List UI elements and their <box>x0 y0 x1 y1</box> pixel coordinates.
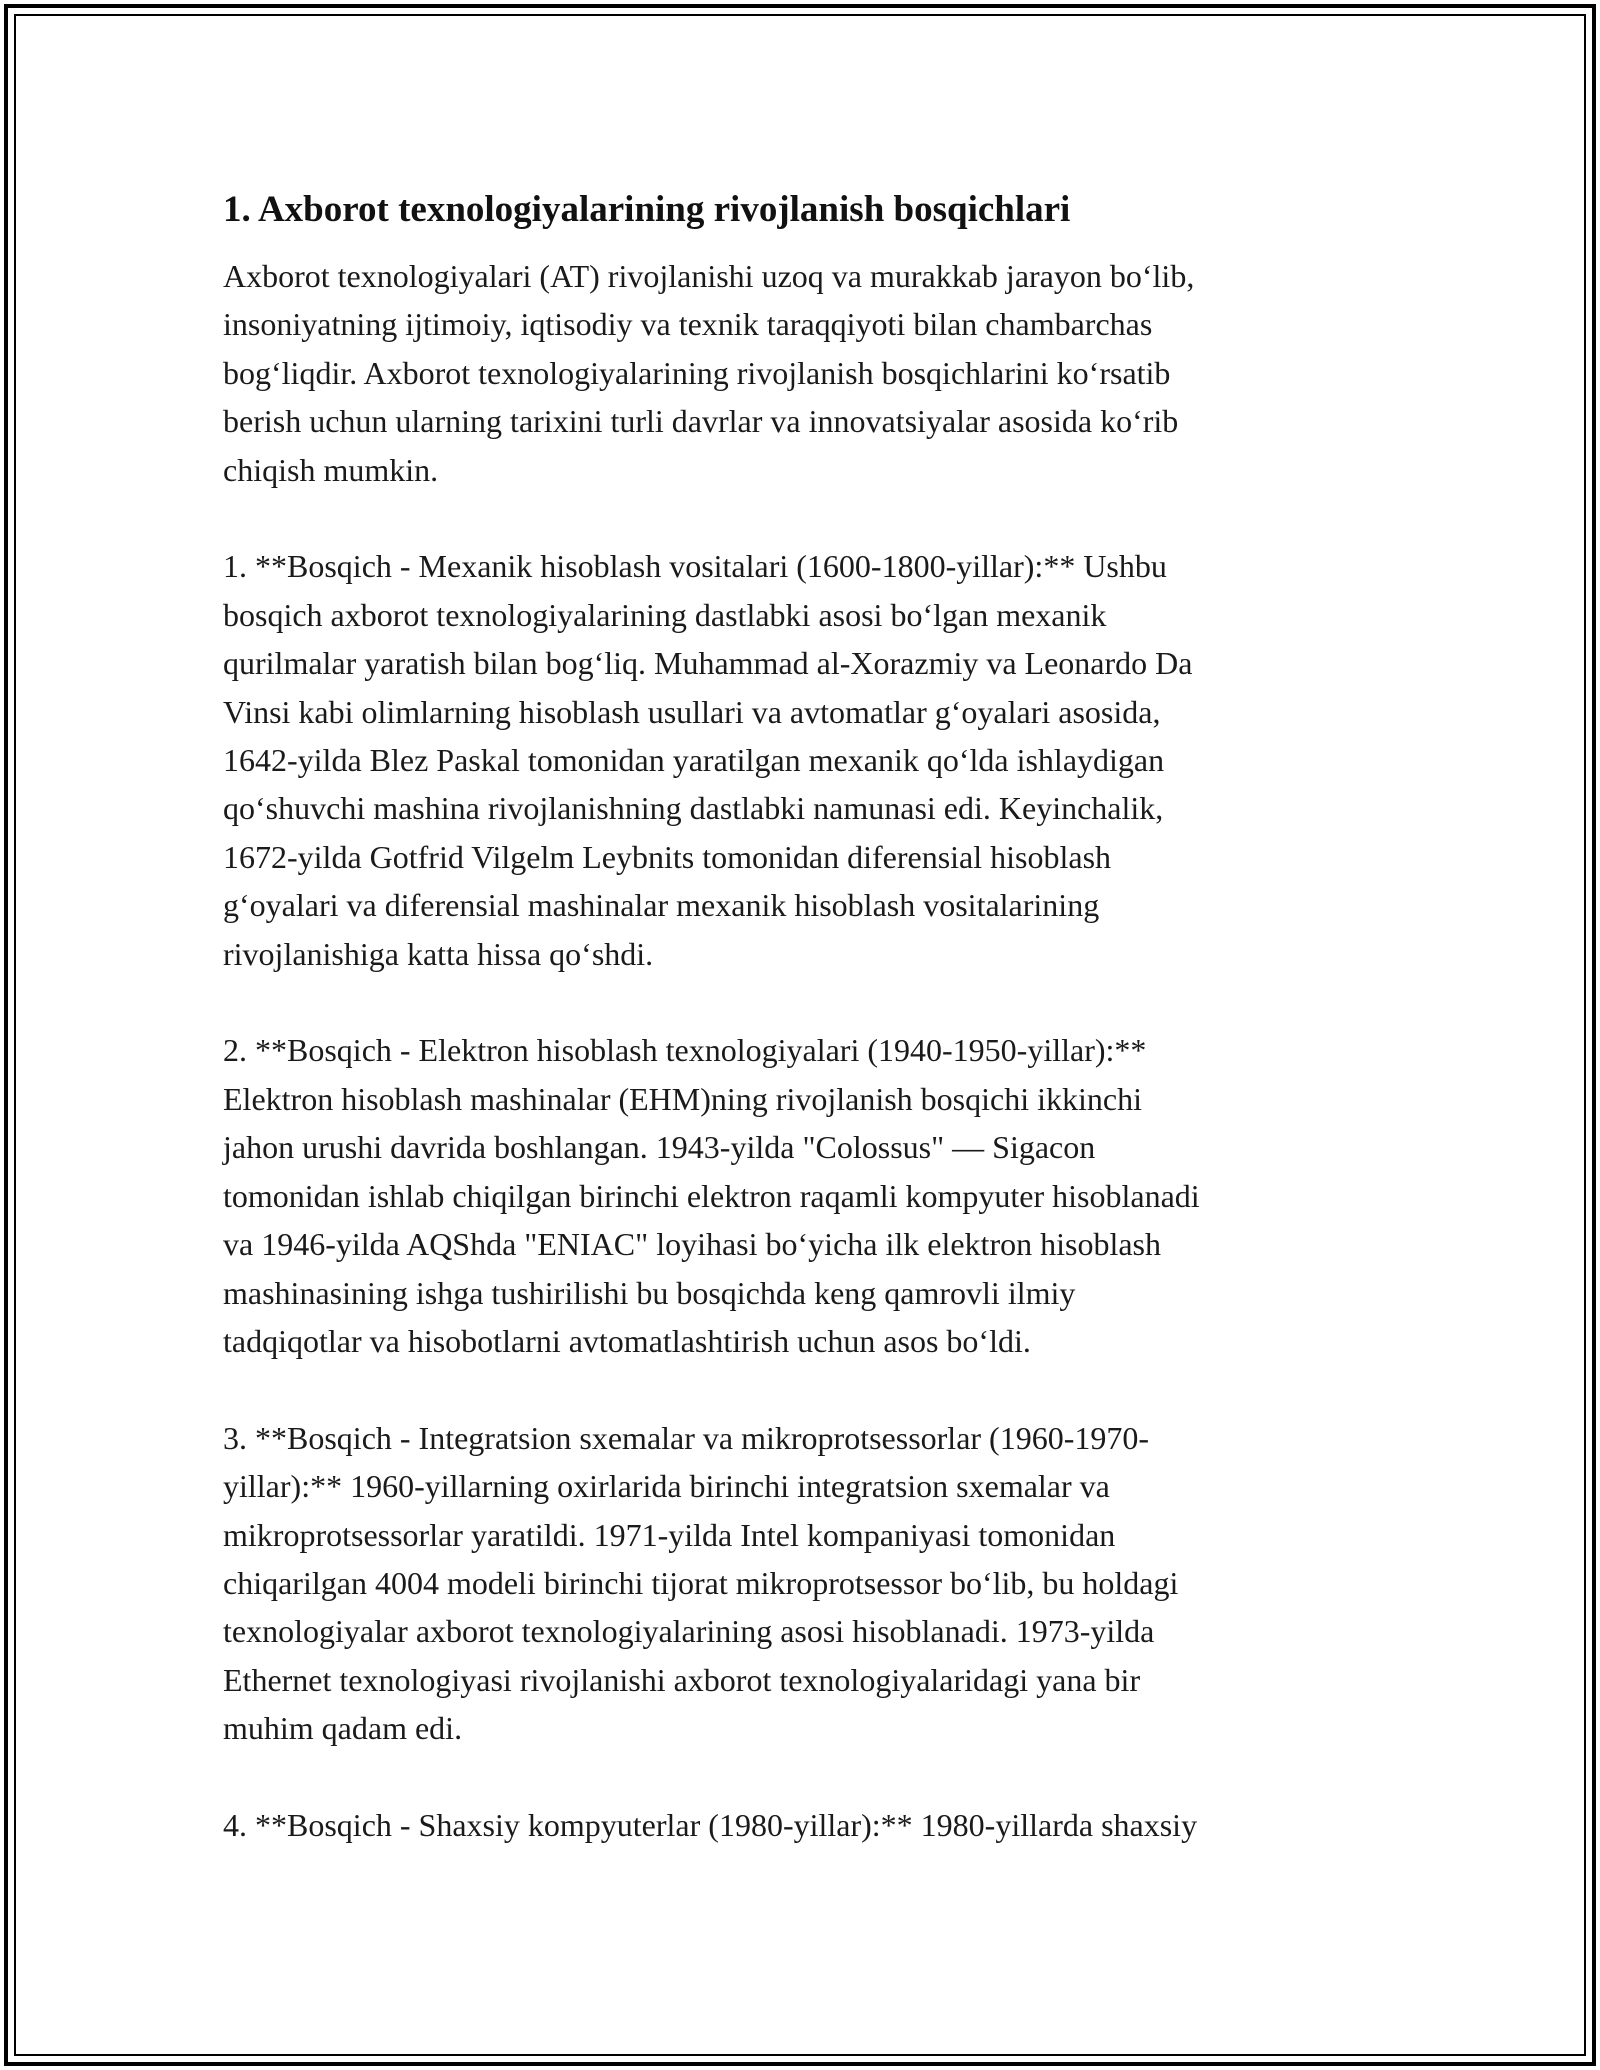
document-body <box>223 180 1363 1898</box>
document-title: 1. Axborot texnologiyalarining rivojlanish bosqichlari <box>223 189 1071 230</box>
stage-2-paragraph: 2. **Bosqich - Elektron hisoblash texnologiyalari (1940-1950-yillar):** Elektron hisoblash mashinalar (EHM)ning rivojlanish bosqichi ikkinchi jahon urushi davrida boshlangan. 1943-yilda "Colossus" — Sigacon tomonidan ishlab chiqilgan birinchi elektron raqamli kompyuter hisoblanadi va 1946-yilda AQShda "ENIAC" loyihasi bo‘yicha ilk elektron hisoblash mashinasining ishga tushirilishi bu bosqichda keng qamrovli ilmiy tadqiqotlar va hisobotlarni avtomatlashtirish uchun asos bo‘ldi. <box>223 1032 1200 1359</box>
stage-3-paragraph: 3. **Bosqich - Integratsion sxemalar va mikroprotsessorlar (1960-1970- yillar):** 1960-yillarning oxirlarida birinchi integratsion sxemalar va mikroprotsessorlar yaratildi. 1971-yilda Intel kompaniyasi tomonidan chiqarilgan 4004 modeli birinchi tijorat mikroprotsessor bo‘lib, bu holdagi texnologiyalar axborot texnologiyalarining asosi hisoblanadi. 1973-yilda Ethernet texnologiyasi rivojlanishi axborot texnologiyalaridagi yana bir muhim qadam edi. <box>223 1419 1179 1747</box>
intro-paragraph: Axborot texnologiyalari (AT) rivojlanishi uzoq va murakkab jarayon bo‘lib, insoniyatning ijtimoiy, iqtisodiy va texnik taraqqiyoti bilan chambarchas bog‘liqdir. Axborot texnologiyalarining rivojlanish bosqichlarini ko‘rsatib berish uchun ularning tarixini turli davrlar va innovatsiyalar asosida ko‘rib chiqish mumkin. <box>223 258 1195 488</box>
stage-4-paragraph: 4. **Bosqich - Shaxsiy kompyuterlar (1980-yillar):** 1980-yillarda shaxsiy <box>223 1806 1198 1843</box>
stage-1-paragraph: 1. **Bosqich - Mexanik hisoblash vositalari (1600-1800-yillar):** Ushbu bosqich axborot texnologiyalarining dastlabki asosi bo‘lgan mexanik qurilmalar yaratish bilan bog‘liq. Muhammad al-Xorazmiy va Leonardo Da Vinsi kabi olimlarning hisoblash usullari va avtomatlar g‘oyalari asosida, 1642-yilda Blez Paskal tomonidan yaratilgan mexanik qo‘lda ishlaydigan qo‘shuvchi mashina rivojlanishning dastlabki namunasi edi. Keyinchalik, 1672-yilda Gotfrid Vilgelm Leybnits tomonidan diferensial hisoblash g‘oyalari va diferensial mashinalar mexanik hisoblash vositalarining rivojlanishiga katta hissa qo‘shdi. <box>223 548 1193 972</box>
